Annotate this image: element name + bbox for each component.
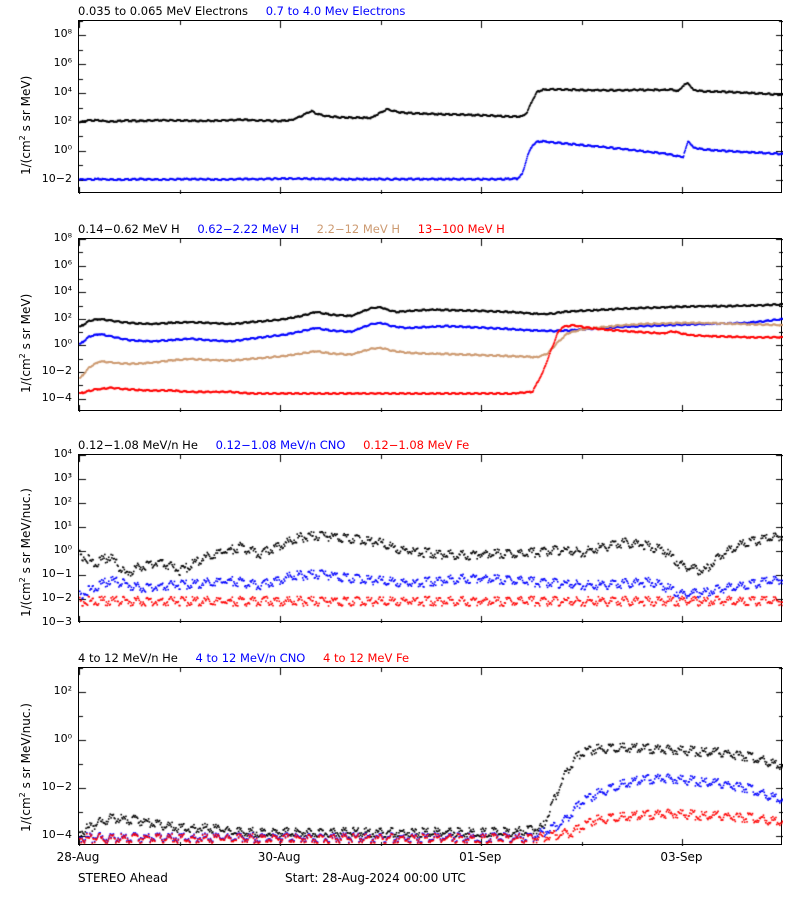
y-tick-label: 10⁰	[53, 731, 72, 745]
y-axis-label-panel-4: $1/(cm^2$ s sr MeV/nuc.)	[18, 703, 33, 832]
legend-item-h-014: 0.14−0.62 MeV H	[78, 222, 180, 236]
y-tick-label: 10²	[53, 683, 72, 697]
y-tick-label: 10²	[53, 310, 72, 324]
y-tick-label: 10−2	[41, 171, 72, 185]
legend-panel-4	[78, 651, 423, 665]
y-tick-label: 10−2	[41, 590, 72, 604]
x-tick-label: 03-Sep	[660, 850, 703, 864]
legend-item-cno-4-12: 4 to 12 MeV/n CNO	[195, 651, 306, 665]
plot-area-panel-3	[78, 454, 782, 622]
x-tick-label: 30-Aug	[257, 850, 301, 864]
legend-item-h-062: 0.62−2.22 MeV H	[197, 222, 299, 236]
y-tick-label: 10²	[53, 113, 72, 127]
plot-area-panel-1	[78, 20, 782, 193]
data-canvas-panel-3	[79, 455, 783, 623]
y-tick-label: 10⁰	[53, 142, 72, 156]
y-tick-label: 10⁰	[53, 542, 72, 556]
y-tick-label: 10²	[53, 494, 72, 508]
data-canvas-panel-4	[79, 668, 783, 846]
y-axis-label-panel-1: $1/(cm^2$ s sr MeV)	[18, 75, 33, 175]
x-tick-label: 28-Aug	[56, 850, 100, 864]
y-axis-label-panel-2: $1/(cm^2$ s sr MeV)	[18, 293, 33, 393]
plot-area-panel-2	[78, 238, 782, 411]
legend-item-h-22: 2.2−12 MeV H	[316, 222, 401, 236]
legend-item-h-13: 13−100 MeV H	[417, 222, 505, 236]
plot-area-panel-4	[78, 667, 782, 845]
legend-item-cno-012: 0.12−1.08 MeV/n CNO	[215, 438, 346, 452]
y-tick-label: 10−4	[41, 827, 72, 841]
y-tick-label: 10−1	[41, 566, 72, 580]
y-tick-label: 10−3	[41, 614, 72, 628]
legend-panel-2	[78, 222, 519, 236]
spacecraft-label: STEREO Ahead	[78, 871, 168, 885]
y-tick-label: 10⁴	[53, 84, 72, 98]
legend-item-he-4-12: 4 to 12 MeV/n He	[78, 651, 178, 665]
y-tick-label: 10⁴	[53, 446, 72, 460]
legend-item-he-012: 0.12−1.08 MeV/n He	[78, 438, 198, 452]
y-axis-label-panel-3: $1/(cm^2$ s sr MeV/nuc.)	[18, 488, 33, 617]
data-canvas-panel-2	[79, 239, 783, 412]
y-tick-label: 10−4	[41, 390, 72, 404]
y-tick-label: 10⁶	[53, 55, 72, 69]
y-tick-label: 10−2	[41, 363, 72, 377]
y-tick-label: 10¹	[53, 518, 72, 532]
y-tick-label: 10³	[53, 470, 72, 484]
y-tick-label: 10⁰	[53, 336, 72, 350]
data-canvas-panel-1	[79, 21, 783, 194]
legend-item-electrons-high: 0.7 to 4.0 Mev Electrons	[265, 4, 406, 18]
start-time-label: Start: 28-Aug-2024 00:00 UTC	[285, 871, 466, 885]
legend-panel-3	[78, 438, 483, 452]
y-tick-label: 10⁴	[53, 283, 72, 297]
legend-panel-1	[78, 4, 419, 18]
y-tick-label: 10⁸	[53, 26, 72, 40]
y-tick-label: 10⁸	[53, 230, 72, 244]
legend-item-fe-4-12: 4 to 12 MeV Fe	[323, 651, 410, 665]
y-tick-label: 10−2	[41, 779, 72, 793]
legend-item-fe-012: 0.12−1.08 MeV Fe	[363, 438, 470, 452]
x-tick-label: 01-Sep	[459, 850, 502, 864]
legend-item-electrons-low: 0.035 to 0.065 MeV Electrons	[78, 4, 249, 18]
y-tick-label: 10⁶	[53, 257, 72, 271]
